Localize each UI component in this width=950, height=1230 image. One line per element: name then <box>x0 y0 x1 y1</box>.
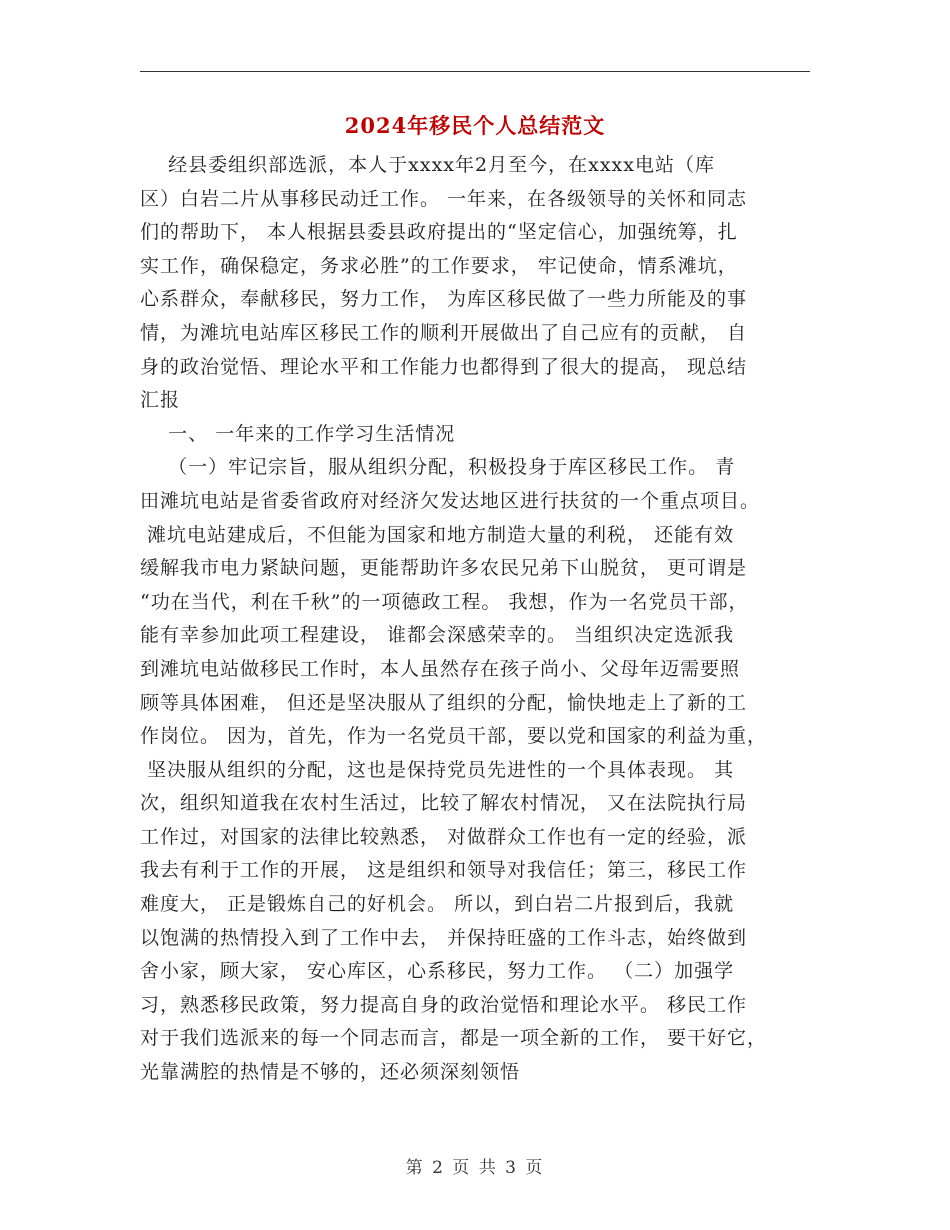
body-line: 光靠满腔的热情是不够的，还必须深刻领悟 <box>140 1061 521 1084</box>
body-line: （一）牢记宗旨，服从组织分配，积极投身于库区移民工作。 青 <box>140 456 736 479</box>
body-line: 滩坑电站建成后，不但能为国家和地方制造大量的利税， 还能有效 <box>140 523 735 546</box>
body-line: 以饱满的热情投入到了工作中去， 并保持旺盛的工作斗志，始终做到 <box>140 926 748 949</box>
body-line: 一、 一年来的工作学习生活情况 <box>140 422 456 445</box>
body-line: 田滩坑电站是省委省政府对经济欠发达地区进行扶贫的一个重点项目。 <box>140 489 761 512</box>
body-line: 经县委组织部选派，本人于xxxx年2月至今，在xxxx电站（库 <box>140 154 715 176</box>
body-line: 舍小家，顾大家， 安心库区，心系移民，努力工作。 （二）加强学 <box>140 960 735 983</box>
body-line: 对于我们选派来的每一个同志而言，都是一项全新的工作， 要干好它， <box>140 1027 768 1050</box>
body-line: 区）白岩二片从事移民动迁工作。 一年来，在各级领导的关怀和同志 <box>140 187 748 210</box>
page-number: 第 2 页 共 3 页 <box>405 1158 545 1178</box>
body-line: 能有幸参加此项工程建设， 谁都会深感荣幸的。 当组织决定选派我 <box>140 624 735 647</box>
body-line: 汇报 <box>140 389 181 412</box>
body-line: “功在当代，利在千秋”的一项德政工程。 我想，作为一名党员干部， <box>140 590 749 613</box>
page-footer <box>0 1153 950 1178</box>
body-line: 实工作，确保稳定，务求必胜”的工作要求， 牢记使命，情系滩坑， <box>140 254 738 277</box>
body-line: 身的政治觉悟、理论水平和工作能力也都得到了很大的提高， 现总结 <box>140 355 748 378</box>
body-line: 习，熟悉移民政策，努力提高自身的政治觉悟和理论水平。 移民工作 <box>140 993 748 1016</box>
header-rule <box>140 71 810 72</box>
body-line: 工作过，对国家的法律比较熟悉， 对做群众工作也有一定的经验，派 <box>140 825 748 848</box>
body-line: 心系群众，奉献移民，努力工作， 为库区移民做了一些力所能及的事 <box>140 288 748 311</box>
body-line: 情，为滩坑电站库区移民工作的顺利开展做出了自己应有的贡献， 自 <box>140 321 748 344</box>
body-line: 作岗位。 因为，首先，作为一名党员干部，要以党和国家的利益为重， <box>140 725 768 748</box>
body-line: 顾等具体困难， 但还是坚决服从了组织的分配，愉快地走上了新的工 <box>140 691 748 714</box>
document-title: 2024年移民个人总结范文 <box>344 113 606 138</box>
body-line: 坚决服从组织的分配，这也是保持党员先进性的一个具体表现。 其 <box>140 758 735 781</box>
document-body <box>140 149 810 1090</box>
body-line: 到滩坑电站做移民工作时，本人虽然存在孩子尚小、父母年迈需要照 <box>140 657 741 680</box>
body-line: 难度大， 正是锻炼自己的好机会。 所以，到白岩二片报到后，我就 <box>140 893 735 916</box>
body-line: 次，组织知道我在农村生活过，比较了解农村情况， 又在法院执行局 <box>140 792 748 815</box>
body-line: 们的帮助下， 本人根据县委县政府提出的“坚定信心，加强统筹，扎 <box>140 221 738 244</box>
body-line: 我去有利于工作的开展， 这是组织和领导对我信任；第三，移民工作 <box>140 859 748 882</box>
body-line: 缓解我市电力紧缺问题，更能帮助许多农民兄弟下山脱贫， 更可谓是 <box>140 557 748 580</box>
